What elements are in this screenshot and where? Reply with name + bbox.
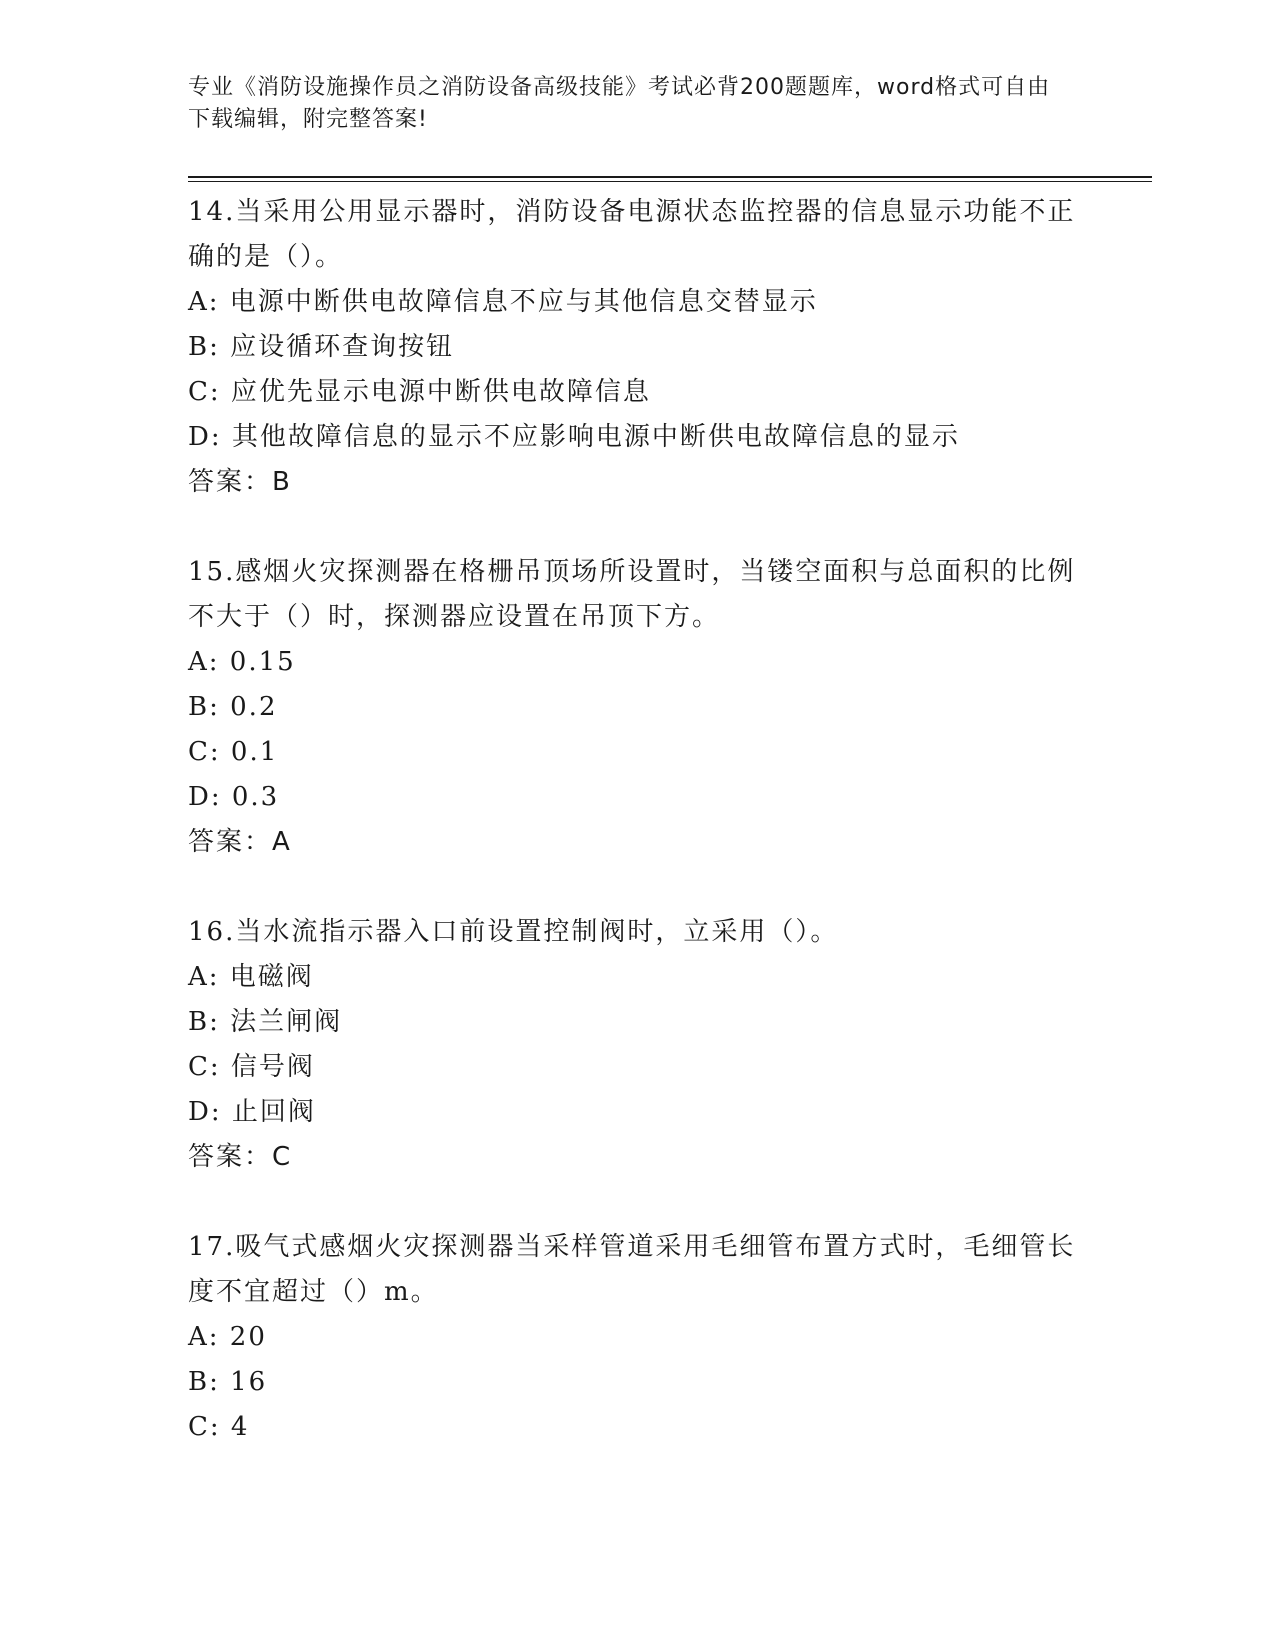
answer: 答案：C	[188, 1142, 293, 1172]
header-divider-thin	[188, 181, 1152, 182]
option-c: C: 信号阀	[188, 1052, 315, 1082]
option-c: C: 4	[188, 1412, 250, 1442]
question-14	[188, 190, 1088, 505]
question-stem: 16.当水流指示器入口前设置控制阀时，立采用（）。	[188, 917, 839, 947]
question-stem: 14.当采用公用显示器时，消防设备电源状态监控器的信息显示功能不正确的是（）。	[188, 197, 1076, 272]
question-stem: 15.感烟火灾探测器在格栅吊顶场所设置时，当镂空面积与总面积的比例不大于（）时，探测器应设置在吊顶下方。	[188, 557, 1076, 632]
option-b: B: 0.2	[188, 692, 278, 722]
answer: 答案：A	[188, 827, 292, 857]
option-d: D: 其他故障信息的显示不应影响电源中断供电故障信息的显示	[188, 422, 960, 452]
option-b: B: 应设循环查询按钮	[188, 332, 455, 362]
question-15	[188, 550, 1088, 865]
option-c: C: 0.1	[188, 737, 279, 767]
option-a: A: 20	[188, 1322, 267, 1352]
option-d: D: 止回阀	[188, 1097, 316, 1127]
header-divider-thick	[188, 176, 1152, 178]
option-b: B: 法兰闸阀	[188, 1007, 343, 1037]
option-d: D: 0.3	[188, 782, 280, 812]
option-a: A: 电源中断供电故障信息不应与其他信息交替显示	[188, 287, 818, 317]
option-a: A: 电磁阀	[188, 962, 314, 992]
option-c: C: 应优先显示电源中断供电故障信息	[188, 377, 651, 407]
question-stem: 17.吸气式感烟火灾探测器当采样管道采用毛细管布置方式时，毛细管长度不宜超过（）m。	[188, 1232, 1076, 1307]
question-list	[188, 190, 1088, 1495]
option-b: B: 16	[188, 1367, 268, 1397]
question-16	[188, 910, 1088, 1180]
answer: 答案：B	[188, 467, 292, 497]
document-header: 专业《消防设施操作员之消防设备高级技能》考试必背200题题库，word格式可自由下载编辑，附完整答案!	[188, 75, 1051, 132]
question-17	[188, 1225, 1088, 1450]
option-a: A: 0.15	[188, 647, 296, 677]
